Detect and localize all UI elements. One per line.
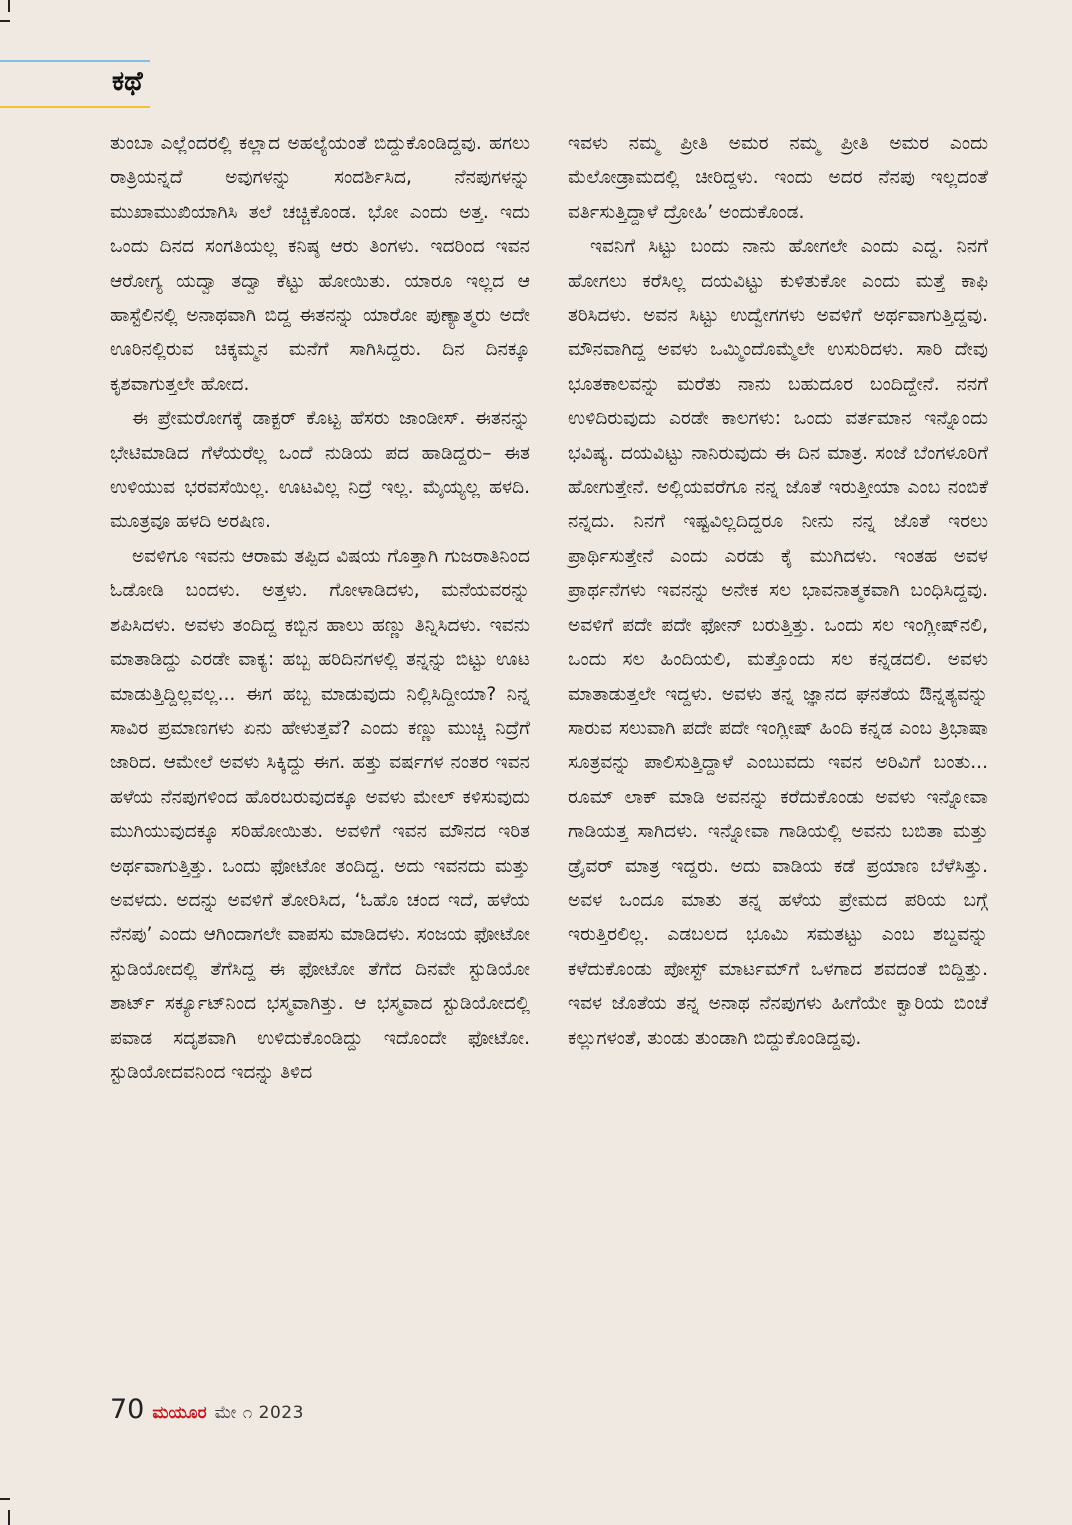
crop-mark-bottom (8, 1510, 10, 1525)
header-rule-yellow (0, 106, 150, 108)
crop-mark-left-upper (0, 20, 10, 22)
section-title: ಕಥೆ (112, 66, 143, 97)
text-column-right (568, 127, 988, 1056)
paragraph: ತುಂಬಾ ಎಲ್ಲೆಂದರಲ್ಲಿ ಕಲ್ಲಾದ ಅಹಲ್ಯೆಯಂತೆ ಬಿದ್ದುಕೊಂಡಿದ್ದವು. ಹಗಲು ರಾತ್ರಿಯನ್ನದೆ ಅವುಗಳನ್ನು ಸಂದರ್ಶಿಸಿದ, ನೆನಪುಗಳನ್ನು ಮುಖಾಮುಖಿಯಾಗಿಸಿ ತಲೆ ಚಚ್ಚಿಕೊಂಡ. ಭೋ ಎಂದು ಅತ್ತ. ಇದು ಒಂದು ದಿನದ ಸಂಗತಿಯಲ್ಲ ಕನಿಷ್ಠ ಆರು ತಿಂಗಳು. ಇದರಿಂದ ಇವನ ಆರೋಗ್ಯ ಯದ್ವಾ ತದ್ವಾ ಕೆಟ್ಟು ಹೋಯಿತು. ಯಾರೂ ಇಲ್ಲದ ಆ ಹಾಸ್ಟೆಲಿನಲ್ಲಿ ಅನಾಥವಾಗಿ ಬಿದ್ದ ಈತನನ್ನು ಯಾರೋ ಪುಣ್ಯಾತ್ಮರು ಅದೇ ಊರಿನಲ್ಲಿರುವ ಚಿಕ್ಕಮ್ಮನ ಮನೆಗೆ ಸಾಗಿಸಿದ್ದರು. ದಿನ ದಿನಕ್ಕೂ ಕೃಶವಾಗುತ್ತಲೇ ಹೋದ. (110, 133, 530, 395)
page-number: 70 (110, 1394, 145, 1425)
page-footer (110, 1394, 304, 1425)
crop-mark-top (8, 0, 10, 12)
paragraph: ಅವಳಿಗೂ ಇವನು ಆರಾಮ ತಪ್ಪಿದ ವಿಷಯ ಗೊತ್ತಾಗಿ ಗುಜರಾತಿನಿಂದ ಓಡೋಡಿ ಬಂದಳು. ಅತ್ತಳು. ಗೋಳಾಡಿದಳು, ಮನೆಯವರನ್ನು ಶಪಿಸಿದಳು. ಅವಳು ತಂದಿದ್ದ ಕಬ್ಬಿನ ಹಾಲು ಹಣ್ಣು ತಿನ್ನಿಸಿದಳು. ಇವನು ಮಾತಾಡಿದ್ದು ಎರಡೇ ವಾಕ್ಯ: ಹಬ್ಬ ಹರಿದಿನಗಳಲ್ಲಿ ತನ್ನನ್ನು ಬಿಟ್ಟು ಊಟ ಮಾಡುತ್ತಿದ್ದಿಲ್ಲವಲ್ಲ... ಈಗ ಹಬ್ಬ ಮಾಡುವುದು ನಿಲ್ಲಿಸಿದ್ದೀಯಾ? ನಿನ್ನ ಸಾವಿರ ಪ್ರಮಾಣಗಳು ಏನು ಹೇಳುತ್ತವೆ? ಎಂದು ಕಣ್ಣು ಮುಚ್ಚಿ ನಿದ್ರೆಗೆ ಜಾರಿದ. ಆಮೇಲೆ ಅವಳು ಸಿಕ್ಕಿದ್ದು ಈಗ. ಹತ್ತು ವರ್ಷಗಳ ನಂತರ ಇವನ ಹಳೆಯ ನೆನಪುಗಳಿಂದ ಹೊರಬರುವುದಕ್ಕೂ ಅವಳು ಮೇಲ್ ಕಳಿಸುವುದು ಮುಗಿಯುವುದಕ್ಕೂ ಸರಿಹೋಯಿತು. ಅವಳಿಗೆ ಇವನ ಮೌನದ ಇರಿತ ಅರ್ಥವಾಗುತ್ತಿತ್ತು. ಒಂದು ಫೋಟೋ ತಂದಿದ್ದ. ಅದು ಇವನದು ಮತ್ತು ಅವಳದು. ಅದನ್ನು ಅವಳಿಗೆ ತೋರಿಸಿದ, ‘ಓಹೊ ಚಂದ ಇದೆ, ಹಳೆಯ ನೆನಪು’ ಎಂದು ಆಗಿಂದಾಗಲೇ ವಾಪಸು ಮಾಡಿದಳು. ಸಂಜಯ ಫೋಟೋ ಸ್ಟುಡಿಯೋದಲ್ಲಿ ತೆಗೆಸಿದ್ದ ಈ ಫೋಟೋ ತೆಗೆದ ದಿನವೇ ಸ್ಟುಡಿಯೋ ಶಾರ್ಟ್ ಸರ್ಕ್ಯೂಟ್‌ನಿಂದ ಭಸ್ಮವಾಗಿತ್ತು. ಆ ಭಸ್ಮವಾದ ಸ್ಟುಡಿಯೋದಲ್ಲಿ ಪವಾಡ ಸದೃಶವಾಗಿ ಉಳಿದುಕೊಂಡಿದ್ದು ಇದೊಂದೇ ಫೋಟೋ. ಸ್ಟುಡಿಯೋದವನಿಂದ ಇದನ್ನು ತಿಳಿದ (110, 545, 530, 1083)
paragraph: ಈ ಪ್ರೇಮರೋಗಕ್ಕೆ ಡಾಕ್ಟರ್ ಕೊಟ್ಟ ಹೆಸರು ಜಾಂಡೀಸ್. ಈತನನ್ನು ಭೇಟಿಮಾಡಿದ ಗೆಳೆಯರೆಲ್ಲ ಒಂದೆ ನುಡಿಯ ಪದ ಹಾಡಿದ್ದರು– ಈತ ಉಳಿಯುವ ಭರವಸೆಯಿಲ್ಲ. ಊಟವಿಲ್ಲ ನಿದ್ರೆ ಇಲ್ಲ. ಮೈಯ್ಯಲ್ಲ ಹಳದಿ. ಮೂತ್ರವೂ ಹಳದಿ ಅರಷಿಣ. (110, 408, 530, 533)
magazine-name: ಮಯೂರ (152, 1403, 207, 1423)
paragraph: ಇವಳು ನಮ್ಮ ಪ್ರೀತಿ ಅಮರ ನಮ್ಮ ಪ್ರೀತಿ ಅಮರ ಎಂದು ಮೆಲೋಡ್ರಾಮದಲ್ಲಿ ಚೀರಿದ್ದಳು. ಇಂದು ಅದರ ನೆನಪು ಇಲ್ಲದಂತೆ ವರ್ತಿಸುತ್ತಿದ್ದಾಳೆ ದ್ರೋಹಿ’ ಅಂದುಕೊಂಡ. (568, 133, 988, 223)
crop-mark-left-lower (0, 1498, 10, 1500)
paragraph: ಇವನಿಗೆ ಸಿಟ್ಟು ಬಂದು ನಾನು ಹೋಗಲೇ ಎಂದು ಎದ್ದ. ನಿನಗೆ ಹೋಗಲು ಕರೆಸಿಲ್ಲ ದಯವಿಟ್ಟು ಕುಳಿತುಕೋ ಎಂದು ಮತ್ತೆ ಕಾಫಿ ತರಿಸಿದಳು. ಅವನ ಸಿಟ್ಟು ಉದ್ವೇಗಗಳು ಅವಳಿಗೆ ಅರ್ಥವಾಗುತ್ತಿದ್ದವು. ಮೌನವಾಗಿದ್ದ ಅವಳು ಒಮ್ಮಿಂದೊಮ್ಮೆಲೇ ಉಸುರಿದಳು. ಸಾರಿ ದೇವು ಭೂತಕಾಲವನ್ನು ಮರೆತು ನಾನು ಬಹುದೂರ ಬಂದಿದ್ದೇನೆ. ನನಗೆ ಉಳಿದಿರುವುದು ಎರಡೇ ಕಾಲಗಳು: ಒಂದು ವರ್ತಮಾನ ಇನ್ನೊಂದು ಭವಿಷ್ಯ. ದಯವಿಟ್ಟು ನಾನಿರುವುದು ಈ ದಿನ ಮಾತ್ರ. ಸಂಜೆ ಬೆಂಗಳೂರಿಗೆ ಹೋಗುತ್ತೇನೆ. ಅಲ್ಲಿಯವರೆಗೂ ನನ್ನ ಜೊತೆ ಇರುತ್ತೀಯಾ ಎಂಬ ನಂಬಿಕೆ ನನ್ನದು. ನಿನಗೆ ಇಷ್ಟವಿಲ್ಲದಿದ್ದರೂ ನೀನು ನನ್ನ ಜೊತೆ ಇರಲು ಪ್ರಾರ್ಥಿಸುತ್ತೇನೆ ಎಂದು ಎರಡು ಕೈ ಮುಗಿದಳು. ಇಂತಹ ಅವಳ ಪ್ರಾರ್ಥನೆಗಳು ಇವನನ್ನು ಅನೇಕ ಸಲ ಭಾವನಾತ್ಮಕವಾಗಿ ಬಂಧಿಸಿದ್ದವು. ಅವಳಿಗೆ ಪದೇ ಪದೇ ಫೋನ್ ಬರುತ್ತಿತ್ತು. ಒಂದು ಸಲ ಇಂಗ್ಲೀಷ್‌ನಲಿ, ಒಂದು ಸಲ ಹಿಂದಿಯಲಿ, ಮತ್ತೊಂದು ಸಲ ಕನ್ನಡದಲಿ. ಅವಳು ಮಾತಾಡುತ್ತಲೇ ಇದ್ದಳು. ಅವಳು ತನ್ನ ಜ್ಞಾನದ ಘನತೆಯ ಔನ್ನತ್ಯವನ್ನು ಸಾರುವ ಸಲುವಾಗಿ ಪದೇ ಪದೇ ಇಂಗ್ಲೀಷ್ ಹಿಂದಿ ಕನ್ನಡ ಎಂಬ ತ್ರಿಭಾಷಾ ಸೂತ್ರವನ್ನು ಪಾಲಿಸುತ್ತಿದ್ದಾಳೆ ಎಂಬುವದು ಇವನ ಅರಿವಿಗೆ ಬಂತು... ರೂಮ್ ಲಾಕ್ ಮಾಡಿ ಅವನನ್ನು ಕರೆದುಕೊಂಡು ಅವಳು ಇನ್ನೋವಾ ಗಾಡಿಯತ್ತ ಸಾಗಿದಳು. ಇನ್ನೋವಾ ಗಾಡಿಯಲ್ಲಿ ಅವನು ಬಬಿತಾ ಮತ್ತು ಡ್ರೈವರ್ ಮಾತ್ರ ಇದ್ದರು. ಅದು ವಾಡಿಯ ಕಡೆ ಪ್ರಯಾಣ ಬೆಳೆಸಿತ್ತು. ಅವಳ ಒಂದೂ ಮಾತು ತನ್ನ ಹಳೆಯ ಪ್ರೇಮದ ಪರಿಯ ಬಗ್ಗೆ ಇರುತ್ತಿರಲಿಲ್ಲ. ಎಡಬಲದ ಭೂಮಿ ಸಮತಟ್ಟು ಎಂಬ ಶಬ್ದವನ್ನು ಕಳೆದುಕೊಂಡು ಪೋಸ್ಟ್ ಮಾರ್ಟಮ್‌ಗೆ ಒಳಗಾದ ಶವದಂತೆ ಬಿದ್ದಿತ್ತು. ಇವಳ ಜೊತೆಯ ತನ್ನ ಅನಾಥ ನೆನಪುಗಳು ಹೀಗೆಯೇ ಕ್ವಾರಿಯ ಬಿಂಚೆ ಕಲ್ಲುಗಳಂತೆ, ತುಂಡು ತುಂಡಾಗಿ ಬಿದ್ದುಕೊಂಡಿದ್ದವು. (568, 236, 988, 1049)
text-column-left (110, 127, 530, 1090)
issue-date: ಮೇ ೧ 2023 (214, 1403, 304, 1423)
header-rule-blue (0, 60, 150, 62)
